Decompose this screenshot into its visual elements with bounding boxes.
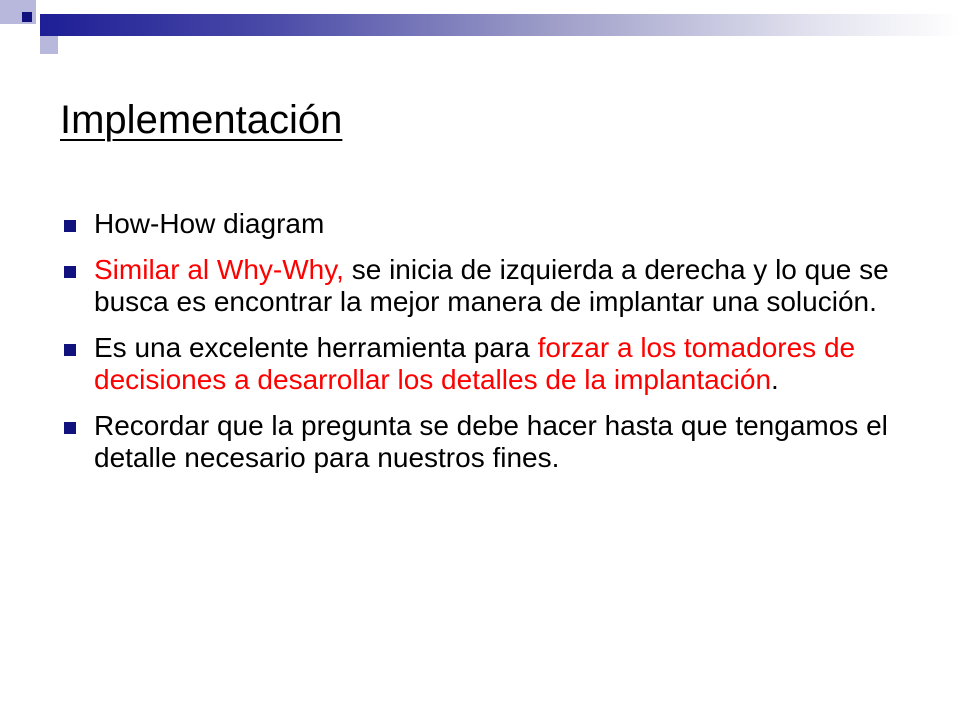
bullet-text: How-How diagram xyxy=(94,208,325,239)
bullet-item xyxy=(64,254,924,318)
bullet-item xyxy=(64,410,924,474)
square-bullet-icon xyxy=(64,422,76,434)
square-bullet-icon xyxy=(64,344,76,356)
decor-square xyxy=(22,12,32,22)
bullet-text: Es una excelente herramienta para xyxy=(94,332,538,363)
bullet-item xyxy=(64,208,924,240)
header-gradient-bar xyxy=(40,14,960,36)
bullet-list xyxy=(64,208,924,488)
bullet-text: . xyxy=(771,364,779,395)
decor-square xyxy=(20,36,40,56)
slide-title: Implementación xyxy=(60,98,343,142)
square-bullet-icon xyxy=(64,266,76,278)
decor-square xyxy=(36,0,52,14)
decor-square xyxy=(40,36,58,54)
bullet-item xyxy=(64,332,924,396)
bullet-text: Recordar que la pregunta se debe hacer hasta que tengamos el detalle necesario para nuestros fines. xyxy=(94,410,888,473)
square-bullet-icon xyxy=(64,220,76,232)
bullet-text-highlight: Similar al Why-Why, xyxy=(94,254,344,285)
bullet-text-highlight: forzar a los tomadores de decisiones a desarrollar los detalles de la implantación xyxy=(94,332,856,395)
bullet-text: se inicia de izquierda a derecha y lo que se busca es encontrar la mejor manera de implantar una solución. xyxy=(94,254,889,317)
